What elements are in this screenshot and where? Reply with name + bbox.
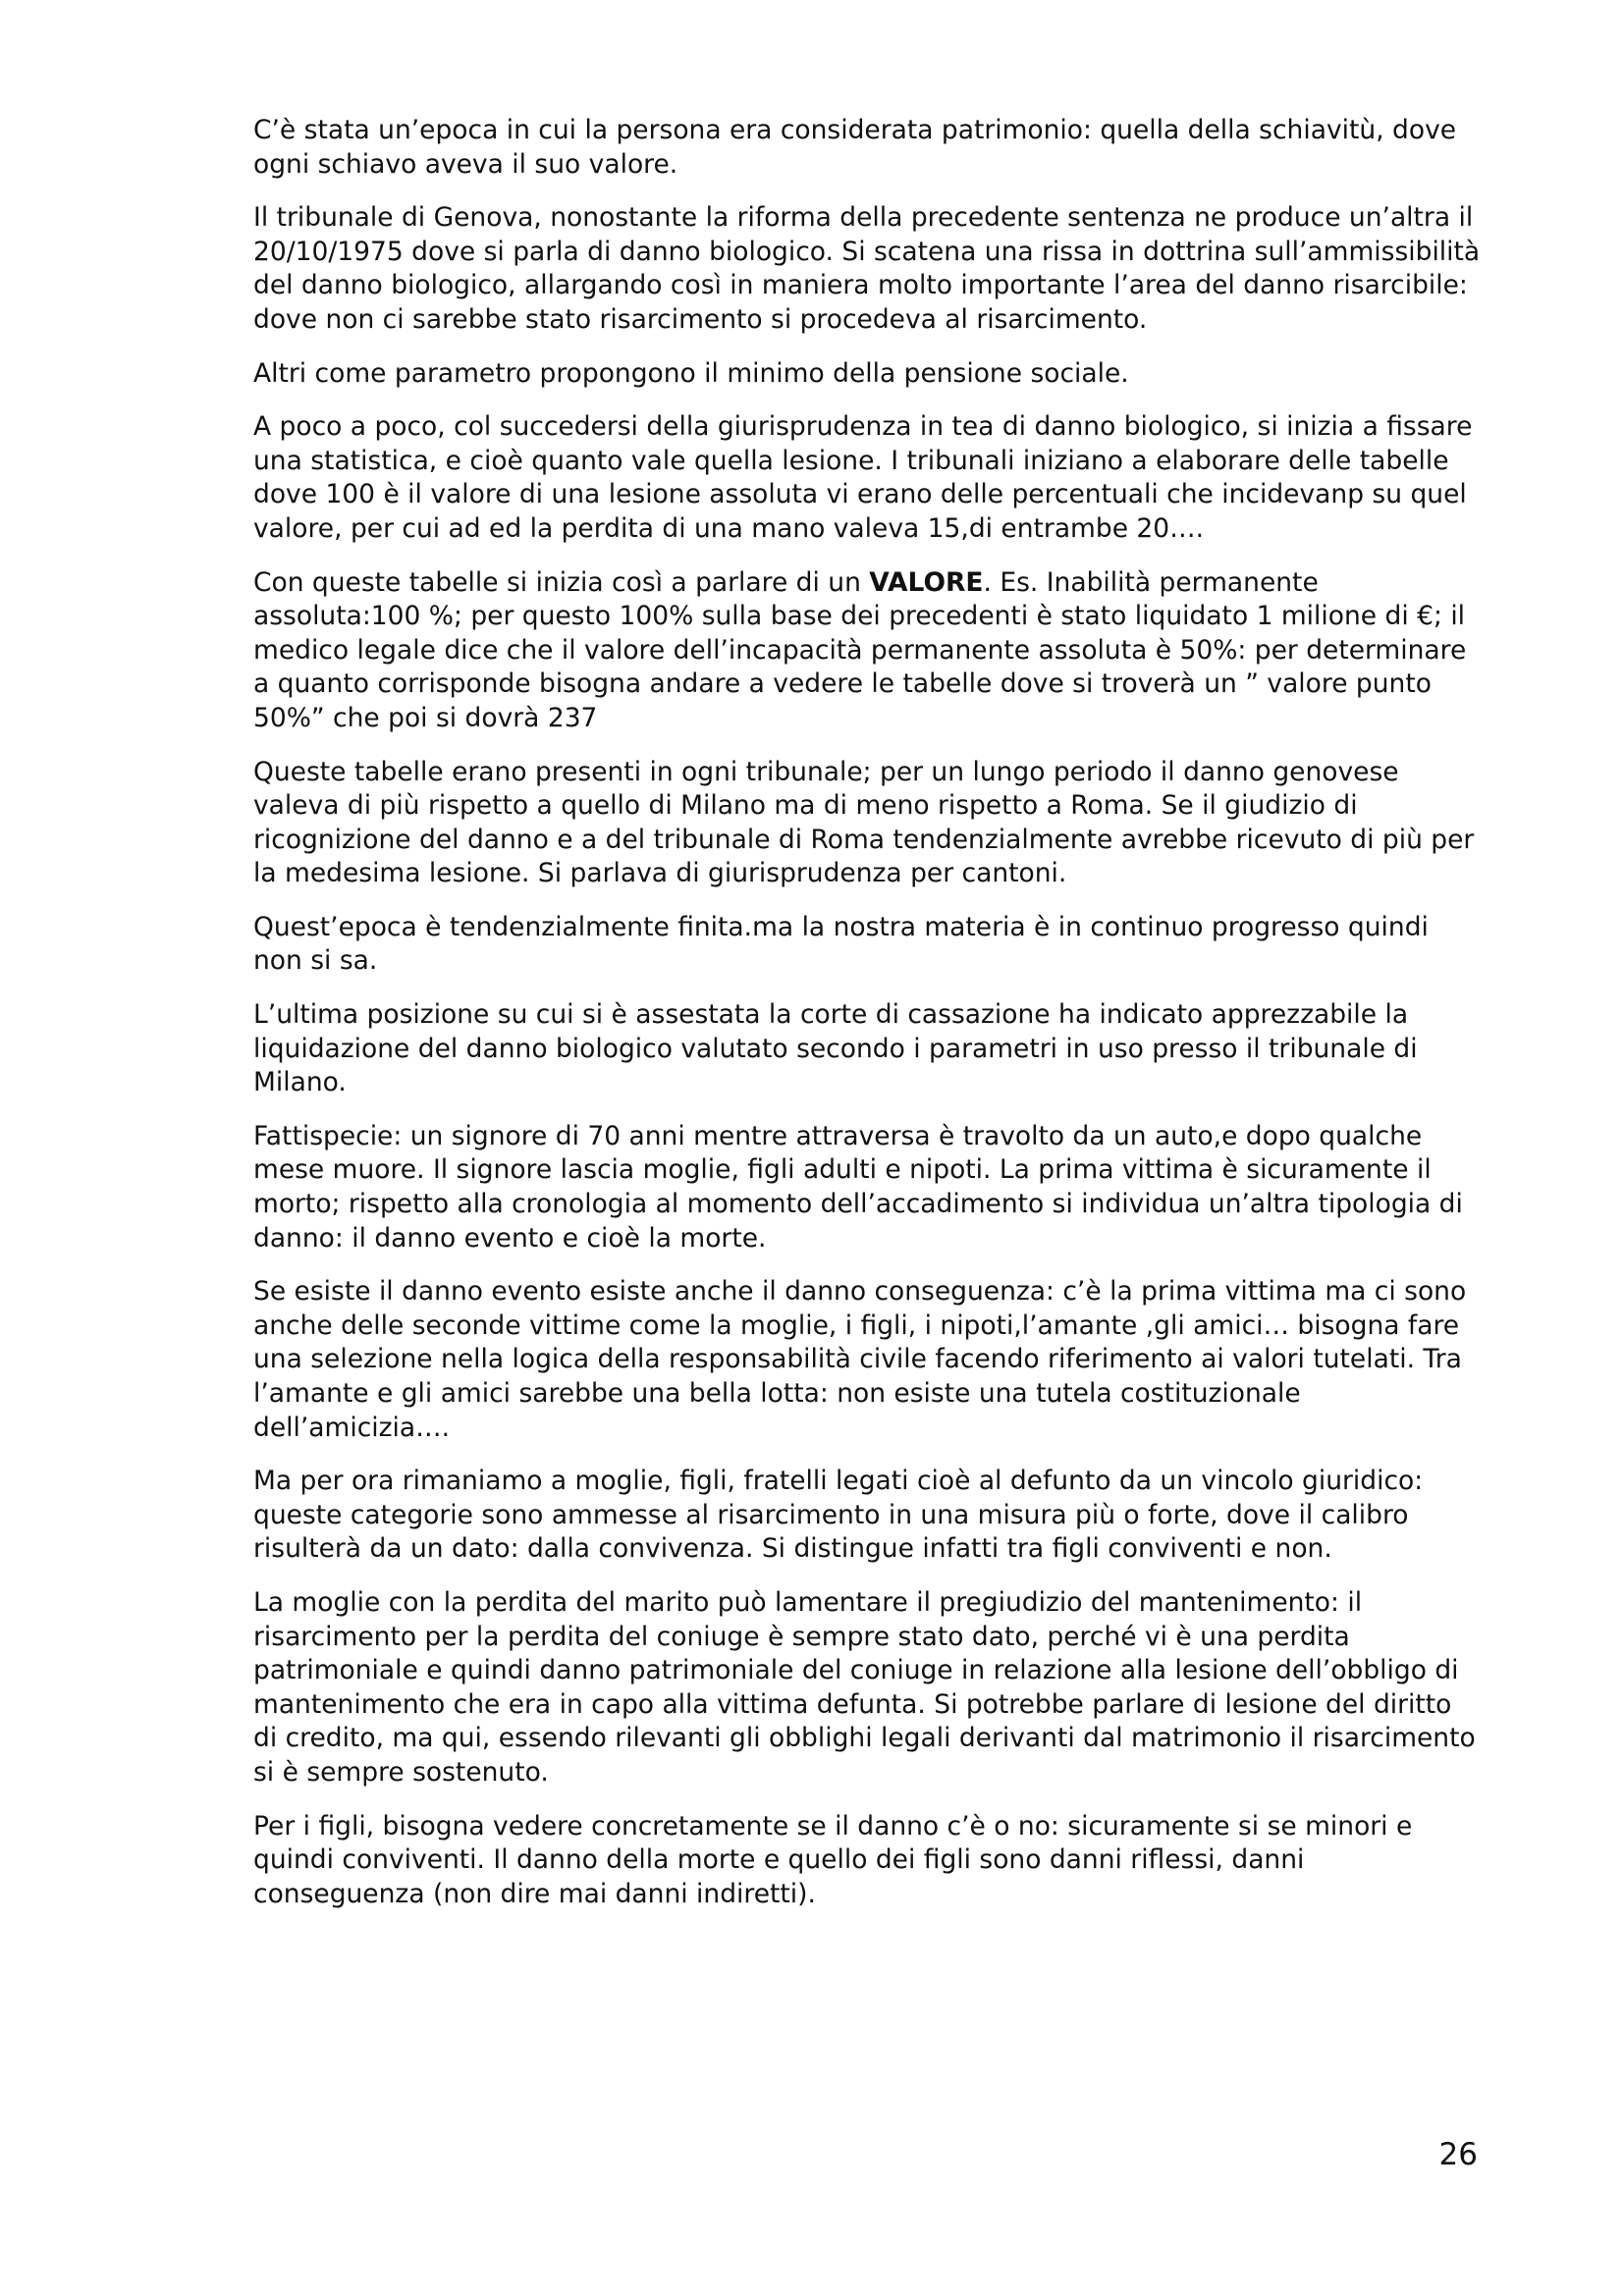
paragraph-5 [253,566,1481,736]
paragraph-11: Ma per ora rimaniamo a moglie, figli, fratelli legati cioè al defunto da un vincolo giuridico: queste categorie sono ammesse al risarcimento in una misura più o forte, dove il calibro risulterà da un dato: dalla convivenza. Si distingue infatti tra figli conviventi e non. [253,1466,1424,1565]
paragraph-4: A poco a poco, col succedersi della giurisprudenza in tea di danno biologico, si inizia a fissare una statistica, e cioè quanto vale quella lesione. I tribunali iniziano a elaborare delle tabelle dove 100 è il valore di una lesione assoluta vi erano delle percentuali che incidevanp su quel valore, per cui ad ed la perdita di una mano valeva 15,di entrambe 20…. [253,411,1473,544]
paragraph-13: Per i figli, bisogna vedere concretamente se il danno c’è o no: sicuramente si se minori e quindi conviventi. Il danno della morte e quello dei figli sono danni riflessi, danni conseguenza (non dire mai danni indiretti). [253,1810,1413,1909]
paragraph-8: L’ultima posizione su cui si è assestata la corte di cassazione ha indicato apprezzabile la liquidazione del danno biologico valutato secondo i parametri in uso presso il tribunale di Milano. [253,999,1418,1098]
paragraph-1: C’è stata un’epoca in cui la persona era considerata patrimonio: quella della schiavitù, dove ogni schiavo aveva il suo valore. [253,115,1457,180]
page-number: 26 [1438,2137,1478,2172]
valore-emphasis: VALORE [869,566,984,598]
paragraph-5-rest: . Es. Inabilità permanente assoluta:100 %; per questo 100% sulla base dei precedenti è stato liquidato 1 milione di €; il medico legale dice che il valore dell’incapacità permanente assoluta è 50%: per determinare a quanto corrisponde bisogna andare a vedere le tabelle dove si troverà un ” valore punto 50%” che poi si dovrà 237 [253,566,1467,733]
paragraph-10: Se esiste il danno evento esiste anche il danno conseguenza: c’è la prima vittima ma ci sono anche delle seconde vittime come la moglie, i figli, i nipoti,l’amante ,gli amici… bisogna fare una selezione nella logica della responsabilità civile facendo riferimento ai valori tutelati. Tra l’amante e gli amici sarebbe una bella lotta: non esiste una tutela costituzionale dell’amicizia…. [253,1276,1467,1443]
paragraph-7: Quest’epoca è tendenzialmente finita.ma la nostra materia è in continuo progresso quindi non si sa. [253,911,1429,977]
paragraph-9: Fattispecie: un signore di 70 anni mentre attraversa è travolto da un auto,e dopo qualche mese muore. Il signore lascia moglie, figli adulti e nipoti. La prima vittima è sicuramente il morto; rispetto alla cronologia al momento dell’accadimento si individua un’altra tipologia di danno: il danno evento e cioè la morte. [253,1120,1463,1254]
paragraph-5-lead: Con queste tabelle si inizia così a parlare di un [253,566,870,598]
paragraph-2: Il tribunale di Genova, nonostante la riforma della precedente sentenza ne produce un’altra il 20/10/1975 dove si parla di danno biologico. Si scatena una rissa in dottrina sull’ammissibilità del danno biologico, allargando così in maniera molto importante l’area del danno risarcibile: dove non ci sarebbe stato risarcimento si procedeva al risarcimento. [253,202,1481,335]
document-body [253,114,1481,1931]
paragraph-12: La moglie con la perdita del marito può lamentare il pregiudizio del mantenimento: il risarcimento per la perdita del coniuge è sempre stato dato, perché vi è una perdita patrimoniale e quindi danno patrimoniale del coniuge in relazione alla lesione dell’obbligo di mantenimento che era in capo alla vittima defunta. Si potrebbe parlare di lesione del diritto di credito, ma qui, essendo rilevanti gli obblighi legali derivanti dal matrimonio il risarcimento si è sempre sostenuto. [253,1586,1476,1788]
paragraph-3: Altri come parametro propongono il minimo della pensione sociale. [253,357,1129,389]
paragraph-6: Queste tabelle erano presenti in ogni tribunale; per un lungo periodo il danno genovese valeva di più rispetto a quello di Milano ma di meno rispetto a Roma. Se il giudizio di ricognizione del danno e a del tribunale di Roma tendenzialmente avrebbe ricevuto di più per la medesima lesione. Si parlava di giurisprudenza per cantoni. [253,756,1475,889]
